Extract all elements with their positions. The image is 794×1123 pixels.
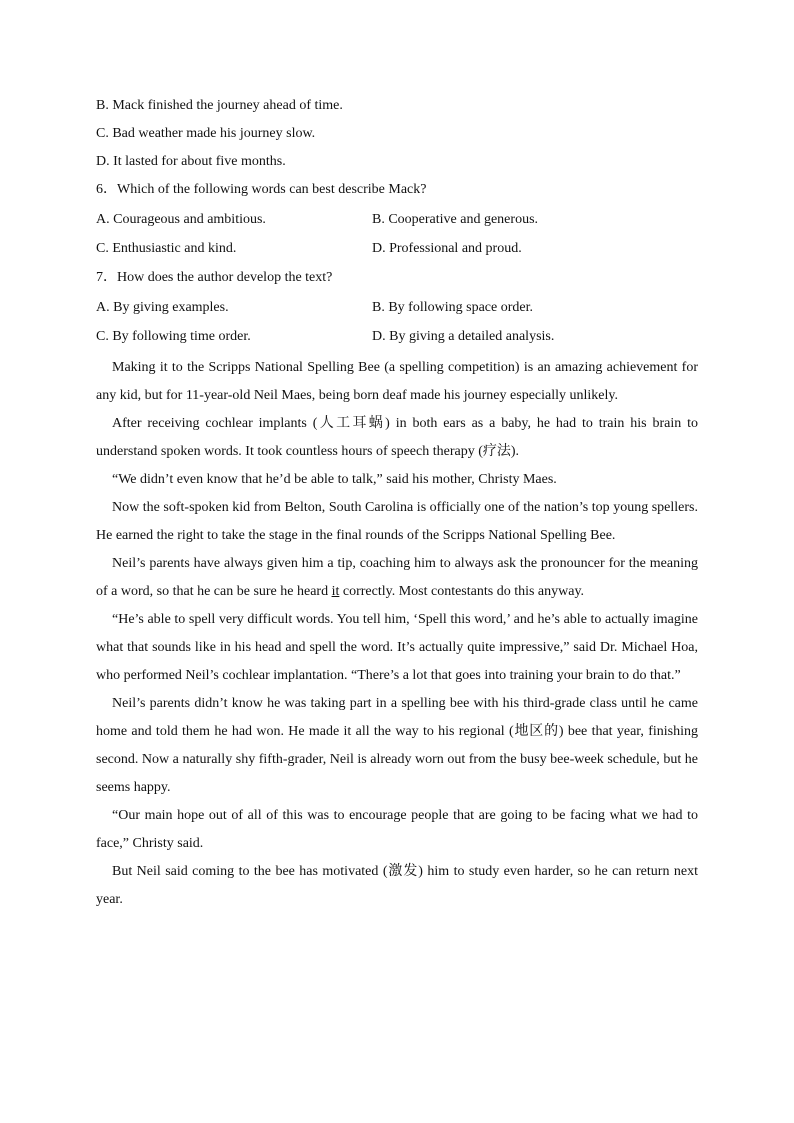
- q6-options-row-2: [96, 237, 698, 266]
- q5-option-d: D. It lasted for about five months.: [96, 154, 286, 169]
- q7-option-a: A. By giving examples.: [96, 300, 229, 315]
- q7-options-row-2: [96, 325, 698, 354]
- passage-paragraph-5: [96, 550, 698, 606]
- q5-option-c: C. Bad weather made his journey slow.: [96, 126, 316, 141]
- passage-paragraph-3: “We didn’t even know that he’d be able to talk,” said his mother, Christy Maes.: [112, 472, 557, 487]
- q6-option-c: C. Enthusiastic and kind.: [96, 241, 237, 256]
- q6-options-row-1: [96, 208, 698, 237]
- passage-paragraph-9: But Neil said coming to the bee has motivated (激发) him to study even harder, so he can return next year.: [96, 864, 698, 907]
- q7-option-c: C. By following time order.: [96, 329, 251, 344]
- q6-stem: 6．Which of the following words can best describe Mack?: [96, 182, 427, 197]
- q6-option-b: B. Cooperative and generous.: [372, 212, 539, 227]
- passage-paragraph-1: Making it to the Scripps National Spelling Bee (a spelling competition) is an amazing achievement for any kid, but for 11-year-old Neil Maes, being born deaf made his journey especially unlikely.: [96, 360, 698, 403]
- underlined-word-it: it: [331, 584, 340, 599]
- document-page: [96, 94, 698, 914]
- q5-option-b: B. Mack finished the journey ahead of time.: [96, 98, 343, 113]
- paragraph-5-text-before: Neil’s parents have always given him a tip, coaching him to always ask the pronouncer for the meaning of a word, so that he can be sure he heard: [96, 556, 698, 599]
- paragraph-5-text-after: correctly. Most contestants do this anyway.: [339, 584, 585, 599]
- q6-option-a: A. Courageous and ambitious.: [96, 212, 266, 227]
- passage-paragraph-2: After receiving cochlear implants (人工耳蜗) in both ears as a baby, he had to train his brain to understand spoken words. It took countless hours of speech therapy (疗法).: [96, 416, 698, 459]
- q7-option-b: B. By following space order.: [372, 300, 533, 315]
- passage-paragraph-8: “Our main hope out of all of this was to encourage people that are going to be facing what we had to face,” Christy said.: [96, 808, 698, 851]
- q7-stem: 7．How does the author develop the text?: [96, 270, 333, 285]
- passage-paragraph-7: Neil’s parents didn’t know he was taking part in a spelling bee with his third-grade class until he came home and told them he had won. He made it all the way to his regional (地区的) bee that year, finishing second. Now a naturally shy fifth-grader, Neil is already worn out from the busy bee-week schedule, but he seems happy.: [96, 696, 698, 795]
- q6-option-d: D. Professional and proud.: [372, 241, 522, 256]
- passage-paragraph-4: Now the soft-spoken kid from Belton, South Carolina is officially one of the nation’s top young spellers. He earned the right to take the stage in the final rounds of the Scripps National Spelling Bee.: [96, 500, 698, 543]
- q7-option-d: D. By giving a detailed analysis.: [372, 329, 555, 344]
- q7-options-row-1: [96, 296, 698, 325]
- passage-paragraph-6: “He’s able to spell very difficult words. You tell him, ‘Spell this word,’ and he’s able to actually imagine what that sounds like in his head and spell the word. It’s actually quite impressive,” said Dr. Michael Hoa, who performed Neil’s cochlear implantation. “There’s a lot that goes into training your brain to do that.”: [96, 612, 698, 683]
